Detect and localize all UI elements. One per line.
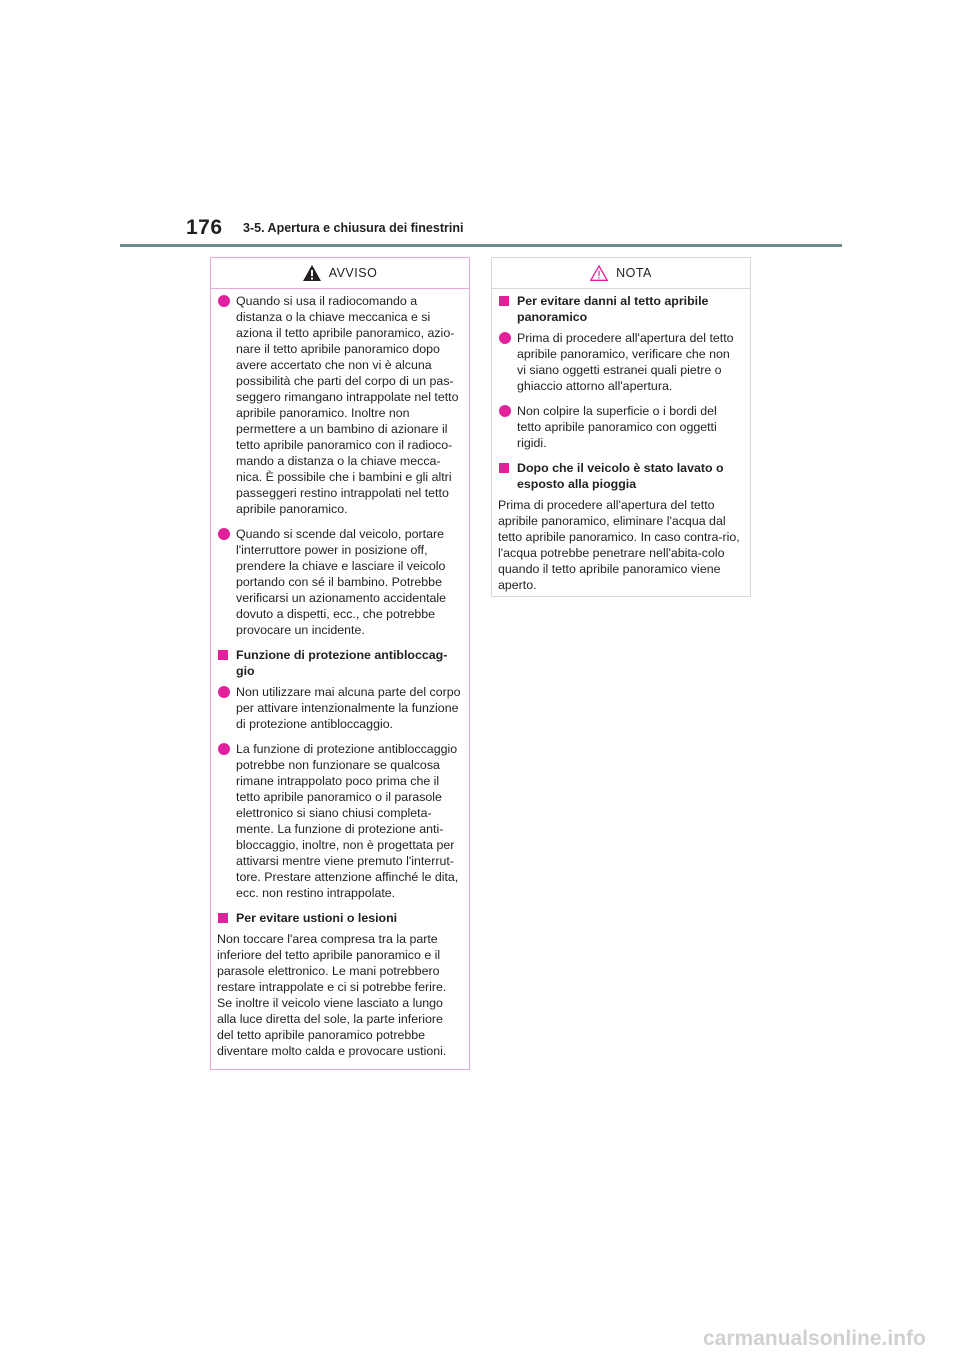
square-marker-icon (218, 650, 228, 660)
subheading (498, 460, 742, 492)
paragraph-text: Prima di procedere all'apertura del tetto apribile panoramico, eliminare l'acqua dal tetto apribile panoramico. In caso contra-rio, l'acqua potrebbe penetrare nell'abita-colo quando il tetto apribile panoramico viene aperto. (498, 498, 740, 592)
bullet-text: Non utilizzare mai alcuna parte del corpo per attivare intenzionalmente la funzione di protezione antibloccaggio. (236, 685, 461, 731)
bullet-item (217, 526, 461, 638)
bullet-dot-icon (499, 332, 511, 344)
note-box-body (492, 289, 750, 593)
warning-box-header (211, 258, 469, 289)
subheading (498, 293, 742, 325)
bullet-text: Non colpire la superficie o i bordi del tetto apribile panoramico con oggetti rigidi. (517, 404, 717, 450)
bullet-dot-icon (218, 743, 230, 755)
paragraph (217, 931, 461, 1059)
paragraph (498, 497, 742, 593)
warning-triangle-icon (303, 265, 321, 281)
bullet-text: La funzione di protezione antibloccaggio potrebbe non funzionare se qualcosa rimane intrappolato poco prima che il tetto apribile panoramico o il parasole elettronico si siano chiusi completa-mente. La funzione di protezione anti-bloccaggio, inoltre, non è progettata per attivarsi mentre viene premuto l'interrut-tore. Prestare attenzione affinché le dita, ecc. non restino intrappolate. (236, 742, 459, 900)
subheading-text: Per evitare danni al tetto apribile panoramico (517, 294, 709, 324)
bullet-item (217, 741, 461, 901)
bullet-text: Quando si scende dal veicolo, portare l'interruttore power in posizione off, prendere la chiave e lasciare il veicolo portando con sé il bambino. Potrebbe verificarsi un azionamento accidentale dovuto a dispetti, ecc., che potrebbe provocare un incidente. (236, 527, 447, 637)
subheading-text: Funzione di protezione antibloccag-gio (236, 648, 448, 678)
page-header (0, 0, 960, 250)
bullet-dot-icon (218, 295, 230, 307)
bullet-dot-icon (499, 405, 511, 417)
watermark: carmanualsonline.info (703, 1327, 926, 1350)
note-box-header (492, 258, 750, 289)
warning-box (210, 257, 470, 1070)
bullet-item (498, 330, 742, 394)
bullet-text: Quando si usa il radiocomando a distanza o la chiave meccanica e si aziona il tetto apribile panoramico, azio-nare il tetto apribile panoramico dopo avere accertato che non vi è alcuna possibilità che parti del corpo di un pas-seggero rimangano intrappolate nel tetto apribile panoramico. Inoltre non permettere a un bambino di azionare il tetto apribile panoramico con il radioco-mando a distanza o la chiave mecca-nica. È possibile che i bambini e gli altri passeggeri restino intrappolati nel tetto apribile panoramico. (236, 294, 459, 516)
page-number: 176 (186, 216, 223, 239)
square-marker-icon (499, 463, 509, 473)
bullet-item (217, 293, 461, 517)
bullet-dot-icon (218, 528, 230, 540)
square-marker-icon (218, 913, 228, 923)
bullet-text: Prima di procedere all'apertura del tetto apribile panoramico, verificare che non vi siano oggetti estranei quali pietre o ghiaccio attorno all'apertura. (517, 331, 734, 393)
subheading (217, 647, 461, 679)
subheading (217, 910, 461, 926)
section-title: 3-5. Apertura e chiusura dei finestrini (243, 221, 464, 235)
caution-triangle-icon (590, 265, 608, 281)
bullet-item (498, 403, 742, 451)
header-rule (120, 244, 842, 247)
bullet-dot-icon (218, 686, 230, 698)
warning-box-body (211, 289, 469, 1059)
subheading-text: Dopo che il veicolo è stato lavato o esposto alla pioggia (517, 461, 724, 491)
note-box-title: NOTA (616, 266, 652, 280)
note-box (491, 257, 751, 597)
bullet-item (217, 684, 461, 732)
warning-box-title: AVVISO (328, 266, 378, 280)
square-marker-icon (499, 296, 509, 306)
subheading-text: Per evitare ustioni o lesioni (236, 911, 398, 925)
paragraph-text: Non toccare l'area compresa tra la parte inferiore del tetto apribile panoramico e il parasole elettronico. Le mani potrebbero restare intrappolate e ci si potrebbe ferire. Se inoltre il veicolo viene lasciato a lungo alla luce diretta del sole, la parte inferiore del tetto apribile panoramico potrebbe diventare molto calda e provocare ustioni. (217, 932, 447, 1058)
